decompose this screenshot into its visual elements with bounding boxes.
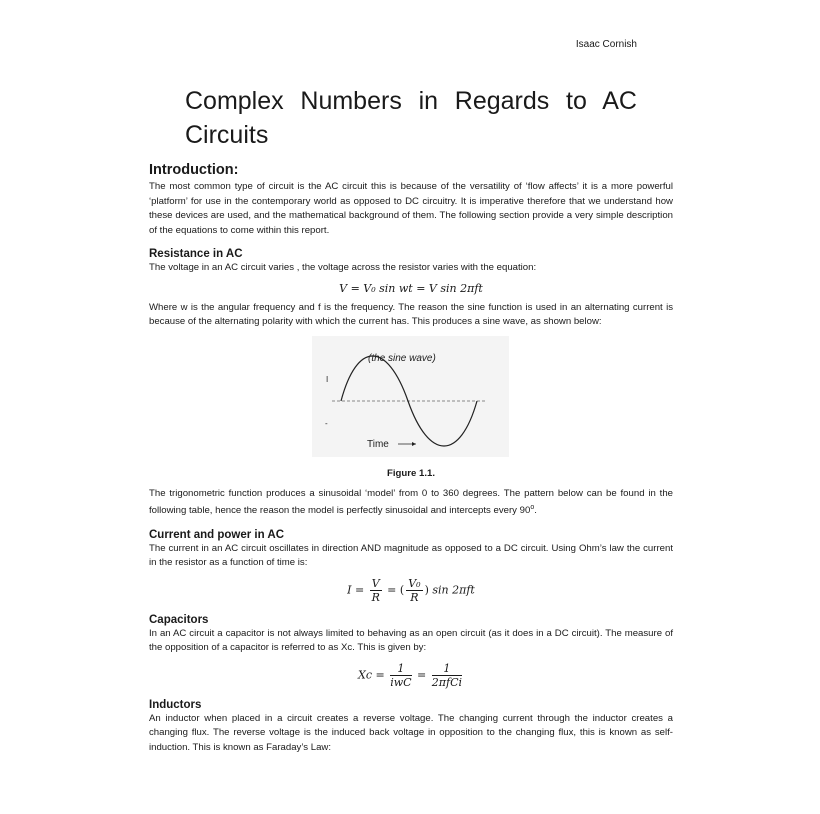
inductors-paragraph: An inductor when placed in a circuit creates a reverse voltage. The changing current through the inductor creates a changing flux. The reverse voltage is the induced back voltage in opposition to the changing flux, this is known as self-induction. This is known as Faraday’s Law: xyxy=(149,712,673,753)
frac-den: R xyxy=(410,590,419,604)
sine-figure xyxy=(149,336,673,458)
eq-current-lhs: I xyxy=(347,583,352,597)
figure-paragraph-text: The trigonometric function produces a sinusoidal ‘model’ from 0 to 360 degrees. The pattern below can be found in the following table, hence the reason the model is perfectly sinusoidal and intercepts every 90 xyxy=(149,487,673,517)
author-name: Isaac Cornish xyxy=(575,39,637,50)
frac-num: 1 xyxy=(390,662,411,676)
frac-den: 2πfCi xyxy=(431,675,463,689)
degree-mark: o xyxy=(530,504,535,511)
document-body xyxy=(149,162,673,755)
current-heading: Current and power in AC xyxy=(149,528,285,541)
frac-num: V₀ xyxy=(408,576,421,590)
title-line-2: Circuits xyxy=(185,121,269,149)
figure-paragraph-end: . xyxy=(534,505,537,517)
y-top-mark: I xyxy=(326,374,329,384)
voltage-equation: V = V₀ sin wt = V sin 2πft xyxy=(339,281,483,295)
resistance-heading: Resistance in AC xyxy=(149,248,243,260)
time-label: Time xyxy=(367,438,389,450)
sine-label: (the sine wave) xyxy=(368,352,436,364)
frac-den: R xyxy=(371,590,380,604)
fraction-v0-r xyxy=(406,577,422,604)
eq-cap-lhs: Xc xyxy=(357,668,372,682)
sine-figure-box xyxy=(312,336,509,457)
resistance-paragraph-2: Where w is the angular frequency and f is the frequency. The reason the sine function is used in an alternating current is because of the alternating polarity with which the current has. This produces a sine wave, as shown below: xyxy=(149,301,673,327)
current-equation: I = $\frac{V}{R}$ = ( $\frac{\text{V₀}}{R}$ ) sin 2πft xyxy=(347,576,475,604)
frac-num: V xyxy=(371,576,380,590)
capacitance-equation: Xc = $\frac{1}{\text{iwC}}$ = $\frac{1}{\text{2πfCi}}$ xyxy=(357,661,463,689)
figure-paragraph xyxy=(149,487,673,519)
eq-current-rhs: sin 2πft xyxy=(432,583,475,597)
title-line-1: Complex Numbers in Regards to AC xyxy=(185,87,637,115)
intro-heading: Introduction: xyxy=(149,162,239,178)
capacitors-heading: Capacitors xyxy=(149,613,209,626)
document-title xyxy=(185,84,637,152)
capacitors-paragraph: In an AC circuit a capacitor is not always limited to behaving as an open circuit (as it does in a DC circuit). The measure of the opposition of a capacitor is referred to as Xc. This is given by: xyxy=(149,627,673,654)
resistance-paragraph-1: The voltage in an AC circuit varies , the voltage across the resistor varies with the equation: xyxy=(149,262,537,273)
fraction-v-r xyxy=(370,577,382,604)
arrow-head-icon xyxy=(412,442,416,446)
fraction-1-iwc xyxy=(390,662,411,689)
frac-num: 1 xyxy=(432,662,462,676)
fraction-1-2pifci xyxy=(432,662,462,689)
sine-wave-chart xyxy=(312,336,509,457)
intro-paragraph: The most common type of circuit is the AC circuit this is because of the versatility of ‘flow affects’ it is a more powerful ‘platform’ for use in the contemporary world as opposed to DC circuitry. It is imperative therefore that we understand how these devices are used, and the mathematical background of them. The following section provide a very simple description of the equations to come within this report. xyxy=(149,181,673,236)
y-bottom-mark: - xyxy=(325,418,328,428)
current-paragraph: The current in an AC circuit oscillates in direction AND magnitude as opposed to a DC circuit. Using Ohm’s law the current in the resistor as a function of time is: xyxy=(149,542,673,569)
frac-den: iwC xyxy=(390,675,412,689)
figure-caption: Figure 1.1. xyxy=(387,467,435,479)
inductors-heading: Inductors xyxy=(149,698,202,711)
